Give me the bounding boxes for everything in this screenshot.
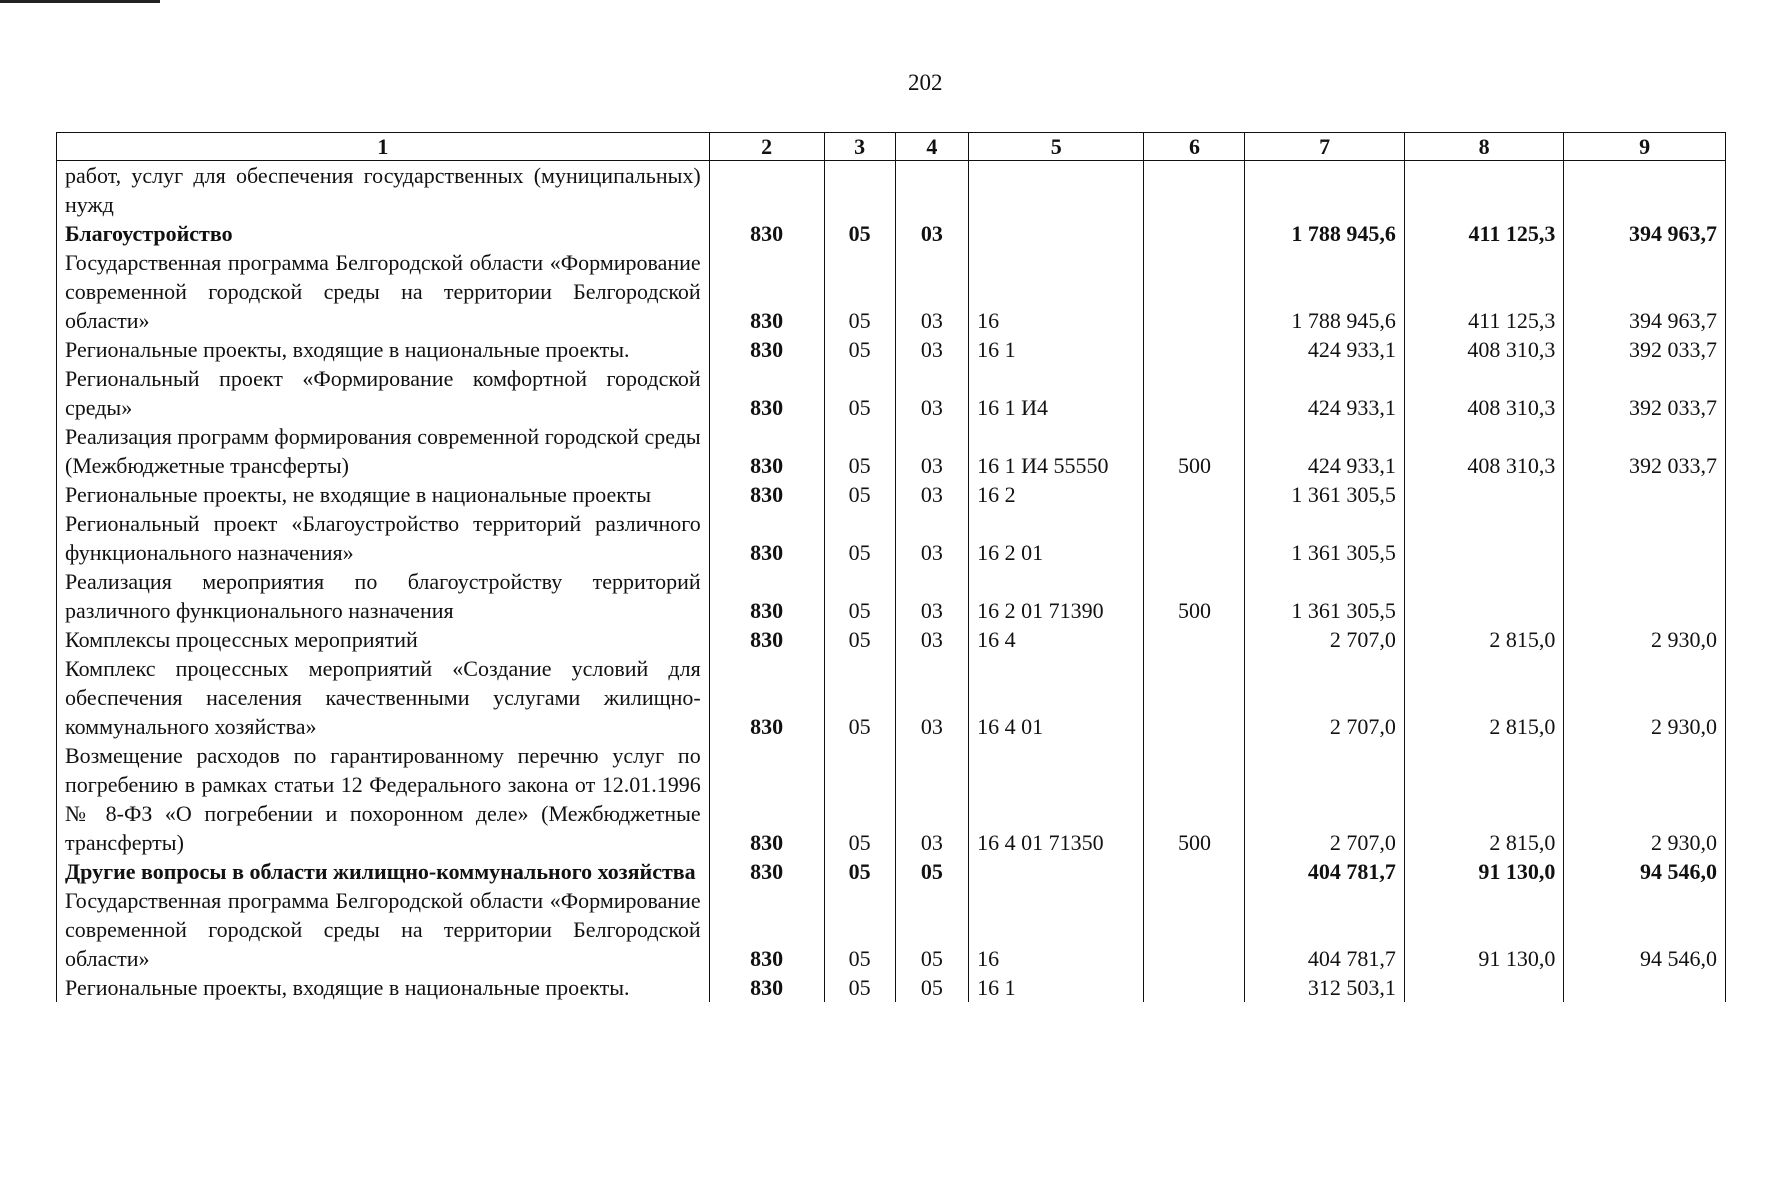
admin-code: 830: [709, 654, 824, 741]
target-article-code: [969, 219, 1144, 248]
admin-code: 830: [709, 480, 824, 509]
target-article-code: 16: [969, 248, 1144, 335]
expense-type-code: [1144, 654, 1245, 741]
amount-year-3: [1564, 480, 1726, 509]
table-row: [57, 857, 1726, 886]
expense-type-code: [1144, 335, 1245, 364]
expense-type-code: 500: [1144, 567, 1245, 625]
section-code: 05: [824, 219, 895, 248]
section-code: 05: [824, 509, 895, 567]
section-code: 05: [824, 973, 895, 1002]
expense-type-code: [1144, 219, 1245, 248]
expense-type-code: [1144, 625, 1245, 654]
row-name: Региональный проект «Формирование комфортной городской среды»: [57, 364, 710, 422]
amount-year-1: 2 707,0: [1245, 654, 1404, 741]
amount-year-1: 404 781,7: [1245, 857, 1404, 886]
row-name: Региональные проекты, входящие в национальные проекты.: [57, 335, 710, 364]
amount-year-1: 1 361 305,5: [1245, 509, 1404, 567]
row-name: Государственная программа Белгородской области «Формирование современной городской среды на территории Белгородской области»: [57, 248, 710, 335]
amount-year-2: 2 815,0: [1404, 654, 1563, 741]
row-name: работ, услуг для обеспечения государственных (муниципальных) нужд: [57, 161, 710, 220]
expense-type-code: [1144, 161, 1245, 220]
admin-code: 830: [709, 509, 824, 567]
section-code: 05: [824, 886, 895, 973]
admin-code: 830: [709, 741, 824, 857]
admin-code: 830: [709, 364, 824, 422]
amount-year-3: [1564, 567, 1726, 625]
table-row: [57, 161, 1726, 220]
row-name: Благоустройство: [57, 219, 710, 248]
row-name: Возмещение расходов по гарантированному перечню услуг по погребению в рамках статьи 12 Федерального закона от 12.01.1996 № 8-ФЗ «О погребении и похоронном деле» (Межбюджетные трансферты): [57, 741, 710, 857]
table-row: [57, 567, 1726, 625]
subsection-code: 05: [895, 886, 968, 973]
table-row: [57, 973, 1726, 1002]
section-code: 05: [824, 335, 895, 364]
amount-year-2: 408 310,3: [1404, 422, 1563, 480]
amount-year-2: 91 130,0: [1404, 857, 1563, 886]
row-name: Реализация программ формирования современной городской среды (Межбюджетные трансферты): [57, 422, 710, 480]
amount-year-2: 408 310,3: [1404, 364, 1563, 422]
section-code: 05: [824, 480, 895, 509]
subsection-code: 03: [895, 219, 968, 248]
amount-year-2: [1404, 509, 1563, 567]
subsection-code: 03: [895, 509, 968, 567]
table-row: [57, 364, 1726, 422]
amount-year-2: 2 815,0: [1404, 741, 1563, 857]
amount-year-2: 91 130,0: [1404, 886, 1563, 973]
target-article-code: 16 4: [969, 625, 1144, 654]
admin-code: [709, 161, 824, 220]
target-article-code: 16 4 01: [969, 654, 1144, 741]
amount-year-3: [1564, 161, 1726, 220]
amount-year-1: 424 933,1: [1245, 422, 1404, 480]
row-name: Другие вопросы в области жилищно-коммунального хозяйства: [57, 857, 710, 886]
table-row: [57, 248, 1726, 335]
section-code: 05: [824, 364, 895, 422]
target-article-code: 16 1: [969, 973, 1144, 1002]
amount-year-2: [1404, 973, 1563, 1002]
target-article-code: 16 2 01: [969, 509, 1144, 567]
row-name: Комплекс процессных мероприятий «Создание условий для обеспечения населения качественными услугами жилищно-коммунального хозяйства»: [57, 654, 710, 741]
table-row: [57, 886, 1726, 973]
amount-year-2: [1404, 161, 1563, 220]
expense-type-code: [1144, 857, 1245, 886]
amount-year-2: 2 815,0: [1404, 625, 1563, 654]
amount-year-1: 1 361 305,5: [1245, 480, 1404, 509]
admin-code: 830: [709, 422, 824, 480]
amount-year-3: 392 033,7: [1564, 364, 1726, 422]
subsection-code: 03: [895, 654, 968, 741]
amount-year-3: 394 963,7: [1564, 219, 1726, 248]
target-article-code: 16 1 И4: [969, 364, 1144, 422]
section-code: 05: [824, 741, 895, 857]
admin-code: 830: [709, 567, 824, 625]
table-row: [57, 509, 1726, 567]
admin-code: 830: [709, 973, 824, 1002]
amount-year-1: 1 788 945,6: [1245, 248, 1404, 335]
admin-code: 830: [709, 886, 824, 973]
row-name: Комплексы процессных мероприятий: [57, 625, 710, 654]
subsection-code: 05: [895, 857, 968, 886]
column-header: 3: [824, 133, 895, 161]
table-row: [57, 480, 1726, 509]
subsection-code: 03: [895, 480, 968, 509]
expense-type-code: [1144, 509, 1245, 567]
top-rule: [0, 0, 160, 3]
table-row: [57, 741, 1726, 857]
row-name: Региональные проекты, не входящие в национальные проекты: [57, 480, 710, 509]
amount-year-2: [1404, 567, 1563, 625]
table-row: [57, 422, 1726, 480]
column-header: 5: [969, 133, 1144, 161]
amount-year-1: 312 503,1: [1245, 973, 1404, 1002]
subsection-code: 03: [895, 422, 968, 480]
subsection-code: 03: [895, 335, 968, 364]
section-code: 05: [824, 625, 895, 654]
subsection-code: 03: [895, 364, 968, 422]
admin-code: 830: [709, 335, 824, 364]
expense-type-code: 500: [1144, 422, 1245, 480]
column-header: 8: [1404, 133, 1563, 161]
target-article-code: 16 2: [969, 480, 1144, 509]
amount-year-3: 94 546,0: [1564, 857, 1726, 886]
expense-type-code: 500: [1144, 741, 1245, 857]
section-code: 05: [824, 857, 895, 886]
target-article-code: 16 2 01 71390: [969, 567, 1144, 625]
section-code: 05: [824, 248, 895, 335]
admin-code: 830: [709, 625, 824, 654]
expense-type-code: [1144, 480, 1245, 509]
amount-year-1: 424 933,1: [1245, 335, 1404, 364]
subsection-code: 05: [895, 973, 968, 1002]
row-name: Государственная программа Белгородской области «Формирование современной городской среды на территории Белгородской области»: [57, 886, 710, 973]
amount-year-3: [1564, 509, 1726, 567]
subsection-code: [895, 161, 968, 220]
subsection-code: 03: [895, 248, 968, 335]
page-number: 202: [908, 70, 943, 95]
amount-year-3: 94 546,0: [1564, 886, 1726, 973]
budget-table: [56, 132, 1726, 1002]
column-header: 1: [57, 133, 710, 161]
column-header: 6: [1144, 133, 1245, 161]
section-code: 05: [824, 567, 895, 625]
admin-code: 830: [709, 248, 824, 335]
table-row: [57, 335, 1726, 364]
column-header: 4: [895, 133, 968, 161]
row-name: Реализация мероприятия по благоустройству территорий различного функционального назначения: [57, 567, 710, 625]
table-row: [57, 654, 1726, 741]
amount-year-3: 2 930,0: [1564, 741, 1726, 857]
subsection-code: 03: [895, 741, 968, 857]
target-article-code: 16 4 01 71350: [969, 741, 1144, 857]
admin-code: 830: [709, 219, 824, 248]
amount-year-3: 394 963,7: [1564, 248, 1726, 335]
amount-year-1: [1245, 161, 1404, 220]
column-header: 9: [1564, 133, 1726, 161]
target-article-code: 16 1: [969, 335, 1144, 364]
expense-type-code: [1144, 973, 1245, 1002]
amount-year-2: [1404, 480, 1563, 509]
column-header: 2: [709, 133, 824, 161]
section-code: [824, 161, 895, 220]
amount-year-1: 2 707,0: [1245, 625, 1404, 654]
column-header: 7: [1245, 133, 1404, 161]
amount-year-1: 2 707,0: [1245, 741, 1404, 857]
amount-year-3: 392 033,7: [1564, 422, 1726, 480]
target-article-code: [969, 161, 1144, 220]
row-name: Региональный проект «Благоустройство территорий различного функционального назначения»: [57, 509, 710, 567]
table-row: [57, 625, 1726, 654]
amount-year-3: 2 930,0: [1564, 625, 1726, 654]
table-row: [57, 219, 1726, 248]
target-article-code: 16 1 И4 55550: [969, 422, 1144, 480]
expense-type-code: [1144, 248, 1245, 335]
amount-year-3: [1564, 973, 1726, 1002]
amount-year-1: 1 788 945,6: [1245, 219, 1404, 248]
target-article-code: [969, 857, 1144, 886]
amount-year-2: 411 125,3: [1404, 219, 1563, 248]
amount-year-2: 408 310,3: [1404, 335, 1563, 364]
amount-year-2: 411 125,3: [1404, 248, 1563, 335]
amount-year-1: 1 361 305,5: [1245, 567, 1404, 625]
amount-year-1: 424 933,1: [1245, 364, 1404, 422]
admin-code: 830: [709, 857, 824, 886]
section-code: 05: [824, 654, 895, 741]
section-code: 05: [824, 422, 895, 480]
header-row: [57, 133, 1726, 161]
amount-year-3: 392 033,7: [1564, 335, 1726, 364]
amount-year-3: 2 930,0: [1564, 654, 1726, 741]
expense-type-code: [1144, 364, 1245, 422]
target-article-code: 16: [969, 886, 1144, 973]
subsection-code: 03: [895, 567, 968, 625]
subsection-code: 03: [895, 625, 968, 654]
amount-year-1: 404 781,7: [1245, 886, 1404, 973]
row-name: Региональные проекты, входящие в национальные проекты.: [57, 973, 710, 1002]
expense-type-code: [1144, 886, 1245, 973]
